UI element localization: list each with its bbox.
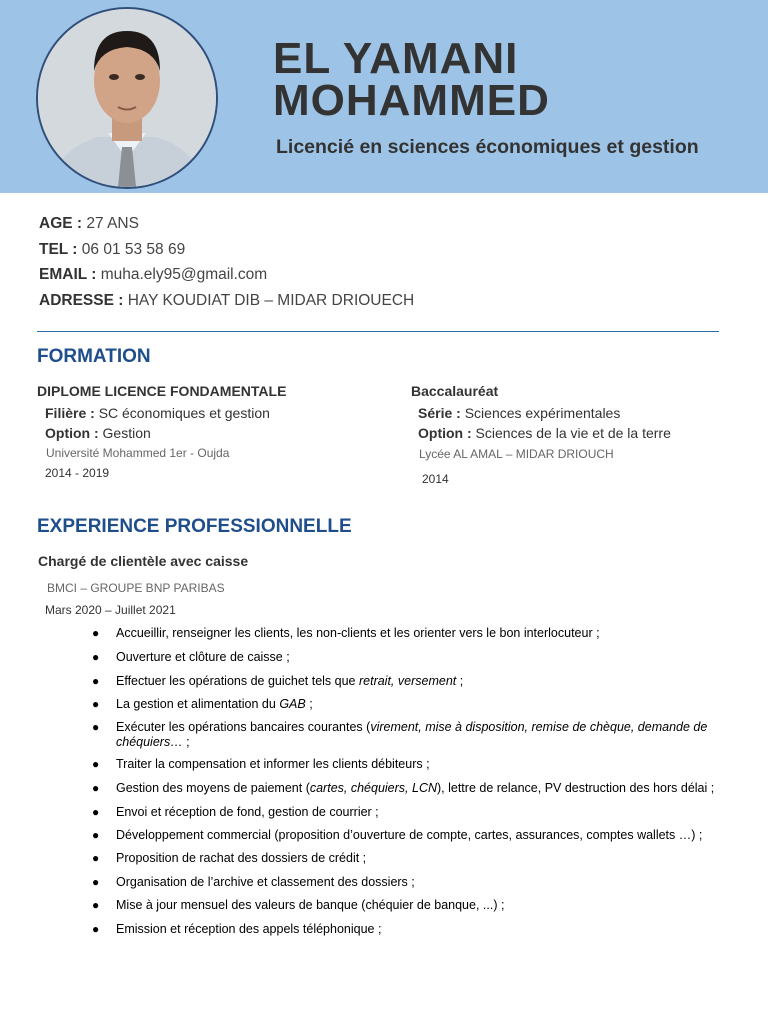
- list-item: ● Organisation de l’archive et classement des dossiers ;: [92, 875, 415, 889]
- formation-right-option: [418, 425, 671, 441]
- info-age: [39, 215, 139, 233]
- bullet-icon: ●: [92, 720, 100, 734]
- bullet-icon: ●: [92, 851, 100, 865]
- age-value: 27 ANS: [86, 215, 139, 232]
- list-item: ● Ouverture et clôture de caisse ;: [92, 650, 290, 664]
- list-item: ● Mise à jour mensuel des valeurs de banque (chéquier de banque, ...) ;: [92, 898, 505, 912]
- name-line-2: MOHAMMED: [273, 76, 550, 125]
- list-item: ● Emission et réception des appels téléphonique ;: [92, 922, 382, 936]
- tel-value: 06 01 53 58 69: [81, 241, 186, 258]
- bullet-icon: ●: [92, 922, 100, 936]
- info-tel: [39, 241, 185, 259]
- bullet-icon: ●: [92, 805, 100, 819]
- bullet-icon: ●: [92, 828, 100, 842]
- formation-left-years: 2014 - 2019: [45, 466, 110, 480]
- formation-right-degree: Baccalauréat: [411, 383, 499, 399]
- bullet-icon: ●: [92, 650, 100, 664]
- bullet-icon: ●: [92, 697, 100, 711]
- formation-right-years: 2014: [422, 472, 449, 486]
- address-value: HAY KOUDIAT DIB – MIDAR DRIOUECH: [127, 292, 415, 309]
- tel-label: TEL :: [39, 241, 78, 258]
- name-line-1: EL YAMANI: [273, 34, 519, 83]
- list-item: ● Effectuer les opérations de guichet tels que retrait, versement ;: [92, 674, 464, 688]
- bullet-icon: ●: [92, 875, 100, 889]
- filiere-value: SC économiques et gestion: [98, 405, 270, 421]
- list-item: ● La gestion et alimentation du GAB ;: [92, 697, 313, 711]
- job-subtitle: Licencié en sciences économiques et gestion: [276, 136, 699, 158]
- list-item: ● Traiter la compensation et informer les clients débiteurs ;: [92, 757, 430, 771]
- info-email: [39, 266, 267, 284]
- info-address: [39, 292, 414, 310]
- option-label: Option :: [418, 425, 472, 441]
- formation-left-filiere: [45, 405, 270, 421]
- formation-title: FORMATION: [37, 346, 151, 367]
- formation-right-school: Lycée AL AMAL – MIDAR DRIOUCH: [419, 447, 614, 461]
- formation-left-school: Université Mohammed 1er - Oujda: [46, 446, 230, 460]
- formation-right-serie: [418, 405, 620, 421]
- list-item: ● Accueillir, renseigner les clients, les non-clients et les orienter vers le bon interlocuteur ;: [92, 626, 600, 640]
- bullet-icon: ●: [92, 626, 100, 640]
- candidate-name: [273, 34, 550, 125]
- bullet-icon: ●: [92, 757, 100, 771]
- formation-left-degree: DIPLOME LICENCE FONDAMENTALE: [37, 383, 287, 399]
- job-period: Mars 2020 – Juillet 2021: [45, 603, 176, 617]
- option-value: Gestion: [102, 425, 151, 441]
- address-label: ADRESSE :: [39, 292, 124, 309]
- age-label: AGE :: [39, 215, 83, 232]
- list-item: ● Proposition de rachat des dossiers de crédit ;: [92, 851, 367, 865]
- section-divider: [37, 331, 719, 332]
- list-item: ● Gestion des moyens de paiement (cartes, chéquiers, LCN), lettre de relance, PV destruction des hors délai ;: [92, 781, 715, 795]
- experience-title: EXPERIENCE PROFESSIONNELLE: [37, 516, 352, 537]
- bullet-icon: ●: [92, 898, 100, 912]
- filiere-label: Filière :: [45, 405, 95, 421]
- header-banner: [0, 0, 768, 193]
- serie-label: Série :: [418, 405, 461, 421]
- list-item: ● Développement commercial (proposition d’ouverture de compte, cartes, assurances, comptes wallets …) ;: [92, 828, 703, 842]
- list-item: ● Envoi et réception de fond, gestion de courrier ;: [92, 805, 379, 819]
- avatar: [36, 7, 218, 189]
- option-value: Sciences de la vie et de la terre: [475, 425, 671, 441]
- email-value: muha.ely95@gmail.com: [100, 266, 268, 283]
- profile-photo: [38, 9, 216, 187]
- list-item: ● Exécuter les opérations bancaires courantes (virement, mise à disposition, remise de chèque, demande de chéquiers… ;: [92, 720, 708, 749]
- bullet-icon: ●: [92, 781, 100, 795]
- bullet-icon: ●: [92, 674, 100, 688]
- formation-left-option: [45, 425, 151, 441]
- company-name: BMCI – GROUPE BNP PARIBAS: [47, 581, 225, 595]
- serie-value: Sciences expérimentales: [464, 405, 621, 421]
- email-label: EMAIL :: [39, 266, 97, 283]
- option-label: Option :: [45, 425, 99, 441]
- job-title: Chargé de clientèle avec caisse: [38, 553, 249, 569]
